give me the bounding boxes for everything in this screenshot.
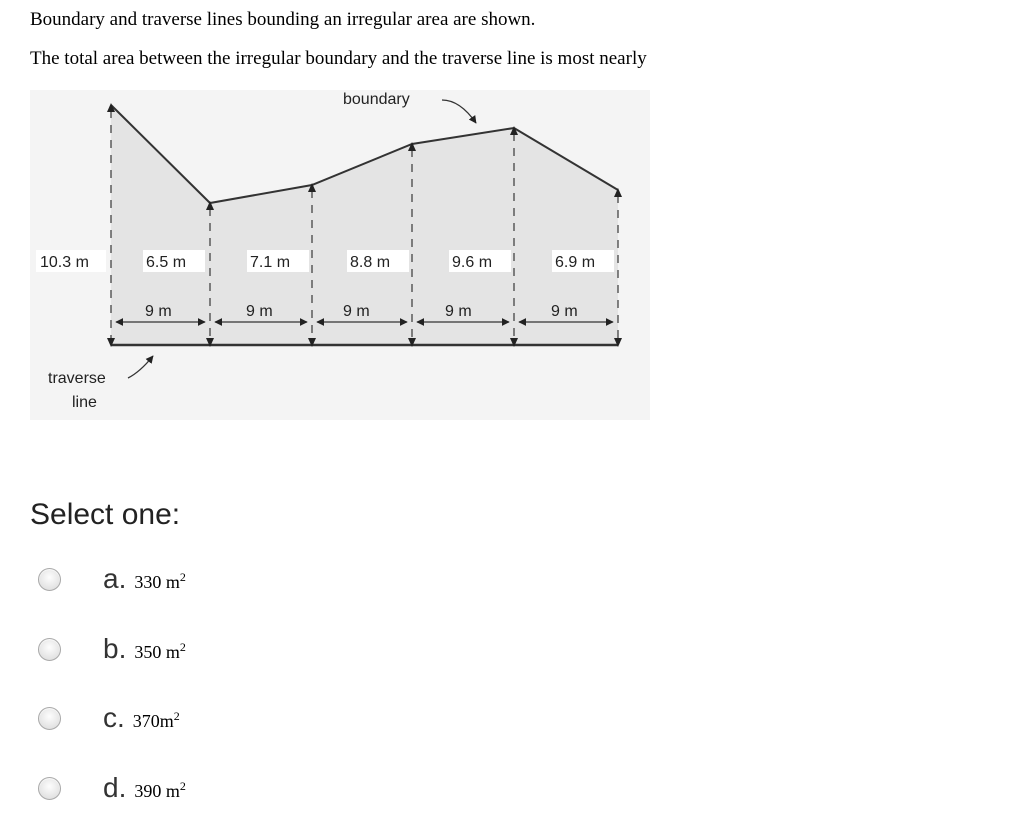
option-b-text: 350 $m^2$	[134, 639, 186, 662]
spacing-label-2: 9 m	[246, 303, 273, 320]
option-d-text: 390 $m^2$	[134, 778, 186, 801]
traverse-label-line: line	[72, 394, 97, 411]
radio-option-b[interactable]	[38, 638, 61, 661]
option-a[interactable]	[38, 562, 186, 596]
traverse-diagram	[0, 80, 680, 430]
option-c-letter: c.	[103, 702, 125, 733]
question-line-1: Boundary and traverse lines bounding an irregular area are shown.	[30, 9, 536, 30]
radio-option-d[interactable]	[38, 777, 61, 800]
boundary-label: boundary	[343, 91, 410, 108]
question-line-2: The total area between the irregular boundary and the traverse line is most nearly	[30, 48, 647, 69]
option-a-letter: a.	[103, 563, 127, 594]
offset-label-1: 10.3 m	[40, 254, 89, 271]
spacing-label-5: 9 m	[551, 303, 578, 320]
select-one-prompt: Select one:	[30, 498, 181, 531]
spacing-label-4: 9 m	[445, 303, 472, 320]
traverse-label: traverse	[48, 370, 106, 387]
offset-label-3: 7.1 m	[250, 254, 291, 271]
spacing-label-1: 9 m	[145, 303, 172, 320]
option-d[interactable]	[38, 771, 186, 805]
option-b-letter: b.	[103, 633, 127, 664]
radio-option-a[interactable]	[38, 568, 61, 591]
offset-label-6: 6.9 m	[555, 254, 596, 271]
spacing-label-3: 9 m	[343, 303, 370, 320]
option-a-text: 330 $m^2$	[134, 569, 186, 592]
offset-label-2: 6.5 m	[146, 254, 187, 271]
option-c-text: $370m^2$	[132, 708, 180, 731]
offset-label-4: 8.8 m	[350, 254, 391, 271]
option-c[interactable]	[38, 701, 180, 735]
radio-option-c[interactable]	[38, 707, 61, 730]
offset-label-5: 9.6 m	[452, 254, 493, 271]
option-b[interactable]	[38, 632, 186, 666]
option-d-letter: d.	[103, 772, 127, 803]
